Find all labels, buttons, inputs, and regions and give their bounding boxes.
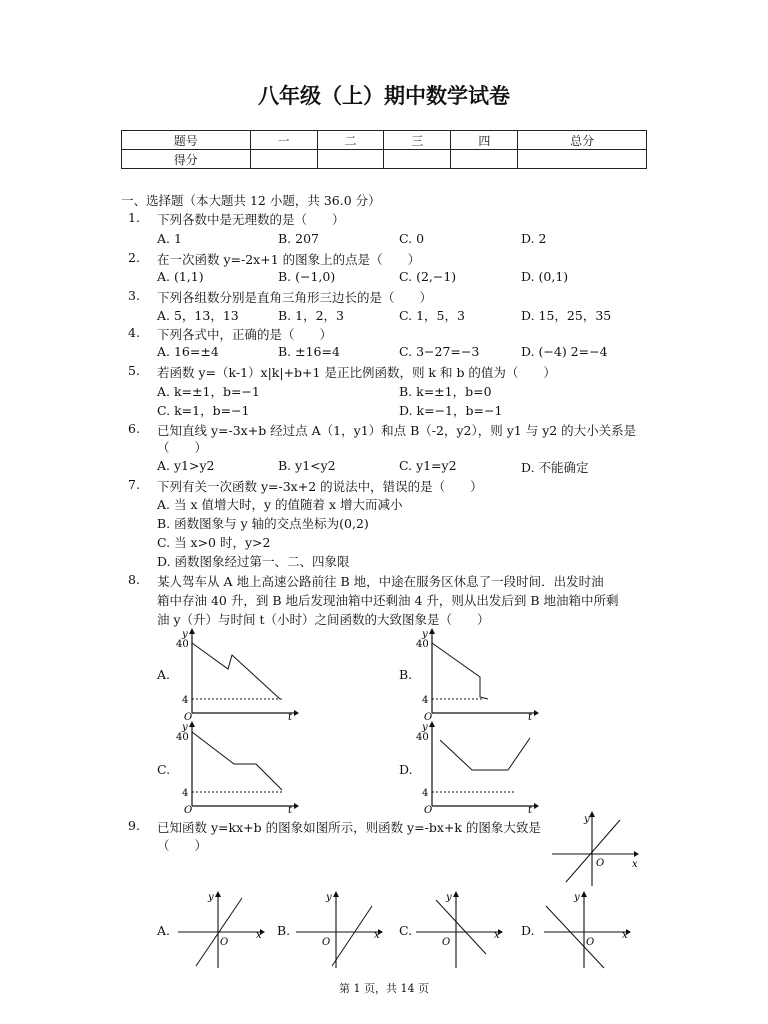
origin-label: O <box>220 937 229 948</box>
axis-y-label: y <box>574 892 580 903</box>
option-d: D. 不能确定 <box>521 460 589 475</box>
option-b: B. k=±1，b=0 <box>399 384 492 399</box>
option-d: D. k=−1，b=−1 <box>399 403 503 418</box>
question-text: 某人驾车从 A 地上高速公路前往 B 地，中途在服务区休息了一段时间．出发时油 <box>157 574 604 589</box>
question-text-continued: 油 y（升）与时间 t（小时）之间函数的大致图象是（ ） <box>157 612 490 627</box>
option-graph-b <box>292 888 388 970</box>
option-d: D. 2 <box>521 231 547 246</box>
option-a: A. y1>y2 <box>157 458 215 473</box>
axis-y-label: y <box>326 892 332 903</box>
option-c: C. k=1，b=−1 <box>157 403 250 418</box>
question-text: 下列各组数分别是直角三角形三边长的是（ ） <box>157 290 433 305</box>
tick-4: 4 <box>422 695 429 706</box>
origin-label: O <box>184 712 193 720</box>
option-d: D. 函数图象经过第一、二、四象限 <box>157 554 350 569</box>
question-number: 3. <box>128 288 140 303</box>
axis-t-label: t <box>288 712 293 720</box>
option-a: A. <box>157 667 171 682</box>
axis-y-label: y <box>422 722 428 733</box>
origin-label: O <box>322 937 331 948</box>
score-cell <box>384 150 451 169</box>
option-c: C. <box>399 923 413 938</box>
graph-c <box>170 718 300 813</box>
option-c: C. 0 <box>399 231 425 246</box>
question-text: 下列各式中，正确的是（ ） <box>157 327 333 342</box>
question-number: 4. <box>128 325 140 340</box>
option-d: D. (−4) 2=−4 <box>521 344 608 359</box>
axis-x-label: x <box>256 930 262 941</box>
option-graph-a <box>174 888 270 970</box>
option-b: B. y1<y2 <box>278 458 336 473</box>
question-number: 8. <box>128 572 140 587</box>
reference-graph <box>548 810 644 888</box>
option-c: C. y1=y2 <box>399 458 457 473</box>
option-d: D. 15，25，35 <box>521 308 612 323</box>
origin-label: O <box>586 937 595 948</box>
axis-y-label: y <box>422 629 428 640</box>
score-table <box>121 130 647 169</box>
tick-4: 4 <box>422 788 429 799</box>
graph-a <box>170 625 300 720</box>
question-number: 9. <box>128 818 140 833</box>
axis-t-label: t <box>528 712 533 720</box>
tick-40: 40 <box>416 732 429 743</box>
score-header-cell: 四 <box>451 131 518 150</box>
option-b: B. <box>277 923 291 938</box>
tick-40: 40 <box>176 732 189 743</box>
question-number: 5. <box>128 363 140 378</box>
axis-y-label: y <box>182 722 188 733</box>
option-b: B. (−1,0) <box>278 269 336 284</box>
section-heading: 一、选择题（本大题共 12 小题，共 36.0 分） <box>121 193 381 208</box>
axis-x-label: x <box>622 930 628 941</box>
graph-d <box>410 718 540 813</box>
option-graph-d <box>540 888 636 970</box>
option-c: C. 3−27=−3 <box>399 344 480 359</box>
option-d: D. <box>399 762 413 777</box>
option-b: B. 函数图象与 y 轴的交点坐标为(0,2) <box>157 516 369 531</box>
option-a: A. 1 <box>157 231 182 246</box>
score-header-cell: 一 <box>250 131 317 150</box>
score-row-label: 得分 <box>122 150 251 169</box>
axis-y-label: y <box>584 814 590 825</box>
axis-y-label: y <box>182 629 188 640</box>
option-b: B. <box>399 667 413 682</box>
option-a: A. 5，13，13 <box>157 308 239 323</box>
option-a: A. k=±1，b=−1 <box>157 384 260 399</box>
option-a: A. 当 x 值增大时，y 的值随着 x 增大而减小 <box>157 497 403 512</box>
graph-b <box>410 625 540 720</box>
tick-4: 4 <box>182 788 189 799</box>
question-number: 7. <box>128 477 140 492</box>
score-header-cell: 三 <box>384 131 451 150</box>
option-c: C. <box>157 762 171 777</box>
axis-x-label: x <box>494 930 500 941</box>
axis-t-label: t <box>528 805 533 813</box>
axis-t-label: t <box>288 805 293 813</box>
question-number: 1. <box>128 210 140 225</box>
origin-label: O <box>424 712 433 720</box>
option-a: A. 16=±4 <box>157 344 219 359</box>
option-d: D. <box>521 923 535 938</box>
option-graph-c <box>412 888 508 970</box>
axis-y-label: y <box>208 892 214 903</box>
score-header-cell: 二 <box>317 131 384 150</box>
origin-label: O <box>184 805 193 813</box>
axis-y-label: y <box>446 892 452 903</box>
question-text: 下列各数中是无理数的是（ ） <box>157 212 345 227</box>
option-b: B. 207 <box>278 231 319 246</box>
score-cell <box>317 150 384 169</box>
score-cell <box>518 150 647 169</box>
origin-label: O <box>442 937 451 948</box>
question-text: 若函数 y=（k-1）x|k|+b+1 是正比例函数，则 k 和 b 的值为（ ） <box>157 365 556 380</box>
question-text: 下列有关一次函数 y=-3x+2 的说法中，错误的是（ ） <box>157 479 483 494</box>
tick-40: 40 <box>416 639 429 650</box>
option-a: A. (1,1) <box>157 269 204 284</box>
question-text: 已知函数 y=kx+b 的图象如图所示，则函数 y=-bx+k 的图象大致是 <box>157 820 541 835</box>
axis-x-label: x <box>632 859 638 870</box>
score-cell <box>250 150 317 169</box>
question-text: 已知直线 y=-3x+b 经过点 A（1，y1）和点 B（-2，y2），则 y1 与 y2 的大小关系是 <box>157 423 637 438</box>
origin-label: O <box>424 805 433 813</box>
option-a: A. <box>157 923 171 938</box>
tick-4: 4 <box>182 695 189 706</box>
question-number: 6. <box>128 421 140 436</box>
page-title: 八年级（上）期中数学试卷 <box>258 84 510 108</box>
option-c: C. (2,−1) <box>399 269 457 284</box>
tick-40: 40 <box>176 639 189 650</box>
option-c: C. 当 x>0 时，y>2 <box>157 535 271 550</box>
page-footer: 第 1 页，共 14 页 <box>339 982 429 995</box>
option-c: C. 1，5，3 <box>399 308 465 323</box>
option-b: B. ±16=4 <box>278 344 340 359</box>
origin-label: O <box>596 858 605 869</box>
question-text-continued: （ ） <box>157 440 208 455</box>
score-cell <box>451 150 518 169</box>
option-b: B. 1，2，3 <box>278 308 344 323</box>
question-number: 2. <box>128 250 140 265</box>
score-header-cell: 总分 <box>518 131 647 150</box>
option-d: D. (0,1) <box>521 269 569 284</box>
axis-x-label: x <box>374 930 380 941</box>
score-header-cell: 题号 <box>122 131 251 150</box>
question-text: 在一次函数 y=-2x+1 的图象上的点是（ ） <box>157 252 421 267</box>
question-text-continued: 箱中存油 40 升，到 B 地后发现油箱中还剩油 4 升，则从出发后到 B 地油箱中所剩 <box>157 593 619 608</box>
question-text-continued: （ ） <box>157 838 208 853</box>
